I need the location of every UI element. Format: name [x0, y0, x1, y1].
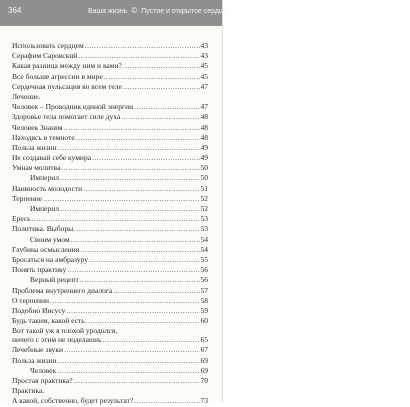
toc-entry-page: 53	[200, 224, 208, 234]
running-header	[0, 0, 227, 26]
leader-dots	[74, 224, 199, 233]
toc-entry-title: Проблема внутреннего диалога	[12, 285, 113, 295]
toc-entry-title: Польза жизни	[12, 355, 57, 365]
toc-entry-title: Умная молитва	[12, 163, 61, 173]
separator-mark: ©	[131, 6, 138, 15]
toc-entry	[12, 296, 208, 305]
toc-entry-page: 57	[200, 285, 208, 295]
toc-entry-title: Не создавай себе кумира	[12, 153, 92, 163]
toc-entry-page: 67	[200, 345, 208, 355]
leader-dots	[123, 61, 200, 70]
toc-entry-page: 60	[200, 316, 208, 326]
leader-dots	[58, 356, 200, 365]
toc-entry-page: 56	[200, 265, 208, 275]
toc-entry	[12, 356, 208, 365]
toc-entry-page: 59	[200, 305, 208, 315]
toc-entry-title: Сердечная пульсация во всем теле	[12, 81, 122, 91]
toc-entry-page: 55	[200, 254, 208, 264]
leader-dots	[83, 184, 199, 193]
toc-entry-title: Какая разница между ним и вами?	[12, 61, 122, 71]
toc-entry	[12, 245, 208, 254]
leader-dots	[43, 194, 199, 203]
toc-entry	[12, 51, 208, 60]
toc-entry	[12, 224, 208, 233]
leader-dots	[60, 173, 199, 182]
leader-dots	[74, 376, 200, 385]
toc-subentry	[12, 275, 208, 284]
leader-dots	[78, 51, 199, 60]
toc-entry-page: 69	[200, 365, 208, 375]
toc-entry-page: 49	[200, 142, 208, 152]
toc-entry-page: 49	[200, 153, 208, 163]
toc-entry-title: Практика.	[12, 386, 45, 396]
leader-dots	[32, 214, 200, 223]
toc-entry-title: Использовать сердцем	[12, 41, 84, 50]
toc-entry-page: 45	[200, 71, 208, 81]
toc-entry-title: Все больше агрессии в мире	[12, 71, 103, 81]
leader-dots	[64, 123, 200, 132]
page-number: 364	[8, 6, 22, 15]
toc-entry	[12, 326, 208, 344]
toc-entry-page: 48	[200, 122, 208, 132]
toc-entry-page: 51	[200, 183, 208, 193]
toc-entry-page: 48	[200, 112, 208, 122]
toc-entry	[12, 376, 208, 385]
toc-entry-title: Лечебные звуки	[12, 345, 64, 355]
toc-entry-title: Простая практика?	[12, 376, 73, 385]
toc-entry	[12, 286, 208, 295]
toc-entry-title: Терпение	[12, 193, 43, 203]
toc-entry-title: А какой, собственно, будет результат?	[12, 396, 134, 406]
toc-entry-title: Глубина осмысления	[12, 244, 80, 254]
toc-entry-title: Политика. Выборы	[12, 224, 74, 234]
toc-entry	[12, 143, 208, 152]
toc-entry-title: Лечение.	[12, 91, 41, 101]
toc-entry	[12, 102, 208, 111]
toc-subentry	[12, 173, 208, 182]
toc-entry-page: 70	[200, 376, 208, 385]
leader-dots	[85, 41, 200, 50]
toc-entry-page: 50	[200, 163, 208, 173]
toc-entry-page: 58	[200, 295, 208, 305]
leader-dots	[66, 306, 199, 315]
toc-entry-page: 45	[200, 61, 208, 71]
toc-entry	[12, 112, 208, 121]
leader-dots	[57, 366, 199, 375]
toc-entry-title: Человек – Проводник единой энергии	[12, 102, 134, 112]
leader-dots	[89, 255, 199, 264]
toc-entry-page: 56	[200, 275, 208, 285]
toc-entry-page: 52	[200, 204, 208, 213]
toc-entry	[12, 255, 208, 264]
toc-entry	[12, 345, 208, 354]
toc-entry	[12, 82, 208, 91]
toc-entry-title: Верный рецепт	[30, 275, 79, 285]
toc-entry	[12, 133, 208, 142]
leader-dots	[76, 133, 200, 142]
toc-entry	[12, 163, 208, 172]
toc-entry-page: 43	[200, 51, 208, 61]
toc-entry	[12, 396, 208, 405]
leader-dots	[113, 286, 199, 295]
leader-dots	[50, 296, 199, 305]
toc-entry-title: Своим умом	[30, 234, 70, 244]
toc-entry-title: О терпении	[12, 295, 50, 305]
toc-entry-title: Человек	[30, 365, 57, 375]
leader-dots	[61, 163, 199, 172]
running-title	[88, 6, 227, 15]
toc-entry-title: Серафим Саровский	[12, 51, 78, 61]
toc-entry	[12, 92, 208, 101]
toc-entry-page: 54	[200, 234, 208, 244]
toc-entry-title: Наивность молодости	[12, 183, 83, 193]
toc-entry	[12, 72, 208, 81]
toc-entry-continuation	[12, 335, 208, 344]
leader-dots	[104, 72, 200, 81]
toc-entry-title: Находясь в темноте	[12, 132, 75, 142]
toc-entry-title: Ересь	[12, 214, 31, 224]
leader-dots	[64, 345, 199, 354]
toc-entry-title: Империл	[30, 204, 60, 213]
toc-entry-title-cont: ничего с этим не поделаешь	[12, 335, 102, 345]
leader-dots	[80, 275, 200, 284]
book-title: Ваша жизнь	[88, 8, 128, 15]
toc-entry-page: 65	[200, 335, 208, 345]
leader-dots	[102, 335, 199, 344]
toc-entry	[12, 194, 208, 203]
toc-entry-page: 53	[200, 214, 208, 224]
toc-entry	[12, 41, 208, 50]
toc-entry-page: 69	[200, 355, 208, 365]
toc-entry	[12, 316, 208, 325]
toc-entry-page: 48	[200, 132, 208, 142]
toc-entry	[12, 265, 208, 274]
leader-dots	[80, 245, 199, 254]
toc-entry-title: Империл	[30, 173, 60, 183]
toc-entry	[12, 61, 208, 70]
toc-entry	[12, 306, 208, 315]
leader-dots	[123, 82, 200, 91]
leader-dots	[58, 143, 200, 152]
toc-entry-title: Человек Знания	[12, 122, 63, 132]
toc-entry-page: 52	[200, 193, 208, 203]
toc-entry	[12, 123, 208, 132]
toc-entry-title: Здоровье тела помогает силе духа	[12, 112, 121, 122]
leader-dots	[92, 153, 199, 162]
toc-entry-title: Бросаться на амбразуру	[12, 254, 89, 264]
toc-entry-page: 73	[200, 396, 208, 406]
leader-dots	[71, 235, 200, 244]
toc-entry	[12, 214, 208, 223]
toc-entry-page: 47	[200, 81, 208, 91]
toc-entry-page: 47	[200, 102, 208, 112]
toc-entry-title: Польза жизни	[12, 142, 57, 152]
leader-dots	[134, 396, 199, 405]
toc-entry	[12, 153, 208, 162]
leader-dots	[86, 316, 200, 325]
leader-dots	[67, 265, 199, 274]
section-title: Пустое и открытое сердце	[141, 8, 227, 15]
toc-entry-title: Понять практику	[12, 265, 67, 275]
toc-entry-title: Подобно Иисусу	[12, 305, 66, 315]
toc-entry-page: 43	[200, 41, 208, 50]
leader-dots	[134, 102, 199, 111]
toc-entry-title: Будь таким, какой есть	[12, 316, 85, 326]
toc-subentry	[12, 235, 208, 244]
toc-subentry	[12, 204, 208, 213]
toc-subentry	[12, 366, 208, 375]
toc-entry	[12, 184, 208, 193]
toc-entry	[12, 386, 208, 395]
toc-entry-page: 50	[200, 173, 208, 183]
leader-dots	[121, 112, 199, 121]
leader-dots	[60, 204, 199, 213]
toc-entry-title: Вот такой уж я плохой уродился,	[12, 326, 118, 336]
table-of-contents	[12, 41, 208, 407]
toc-entry-page: 54	[200, 244, 208, 254]
